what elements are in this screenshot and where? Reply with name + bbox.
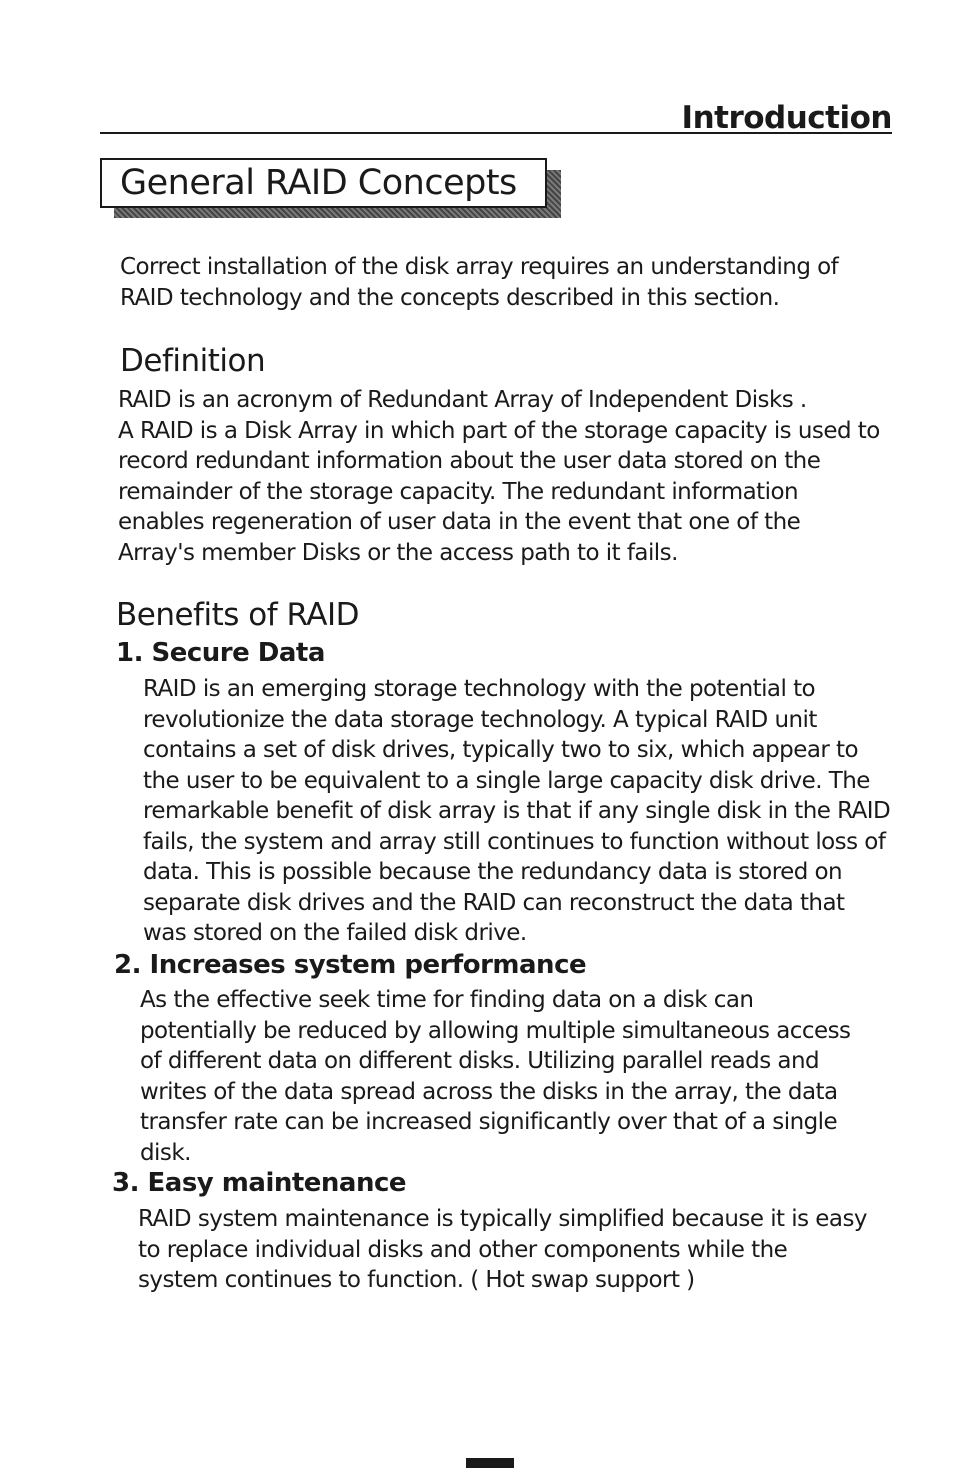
benefits-heading: Benefits of RAID (116, 597, 359, 633)
benefit-line: fails, the system and array still continues to function without loss of (143, 828, 886, 855)
benefit-line: RAID system maintenance is typically simplified because it is easy (138, 1206, 867, 1232)
benefit-line: system continues to function. ( Hot swap support ) (138, 1267, 695, 1293)
benefit-line: of different data on different disks. Utilizing parallel reads and (140, 1048, 820, 1074)
definition-line: A RAID is a Disk Array in which part of the storage capacity is used to (118, 417, 880, 444)
benefit-line: writes of the data spread across the disks in the array, the data (140, 1078, 838, 1105)
benefit-line: RAID is an emerging storage technology with the potential to (143, 676, 816, 702)
benefit-line: data. This is possible because the redundancy data is stored on (143, 859, 843, 885)
benefit-line: disk. (140, 1139, 191, 1166)
definition-line: RAID is an acronym of Redundant Array of Independent Disks . (118, 387, 807, 413)
page-title: General RAID Concepts (120, 163, 517, 203)
benefit-body-secure-data (143, 674, 890, 949)
definition-line: enables regeneration of user data in the event that one of the (118, 509, 801, 535)
benefit-line: potentially be reduced by allowing multiple simultaneous access (140, 1017, 851, 1044)
benefit-line: was stored on the failed disk drive. (143, 920, 527, 946)
title-box (100, 158, 547, 208)
benefit-line: As the effective seek time for finding data on a disk can (140, 987, 754, 1013)
benefit-body-maintenance (138, 1204, 867, 1296)
section-label: Introduction (681, 100, 892, 136)
benefit-line: remarkable benefit of disk array is that if any single disk in the RAID (143, 798, 891, 824)
definition-line: record redundant information about the user data stored on the (118, 448, 821, 474)
intro-line: Correct installation of the disk array requires an understanding of (120, 254, 839, 280)
definition-heading: Definition (120, 343, 266, 379)
benefit-title-secure-data: 1. Secure Data (116, 638, 325, 668)
benefit-title-performance: 2. Increases system performance (114, 950, 587, 980)
benefit-line: separate disk drives and the RAID can reconstruct the data that (143, 889, 845, 916)
benefit-line: transfer rate can be increased significantly over that of a single (140, 1109, 838, 1135)
header-rule (100, 132, 892, 134)
benefit-body-performance (140, 985, 850, 1168)
benefit-line: contains a set of disk drives, typically two to six, which appear to (143, 737, 859, 763)
benefit-line: to replace individual disks and other components while the (138, 1236, 788, 1263)
benefit-line: the user to be equivalent to a single large capacity disk drive. The (143, 767, 870, 794)
intro-line: RAID technology and the concepts described in this section. (120, 284, 780, 311)
intro-paragraph (120, 252, 838, 313)
page-number-tab (466, 1458, 514, 1468)
definition-paragraph (118, 385, 880, 568)
benefit-line: revolutionize the data storage technology. A typical RAID unit (143, 706, 817, 733)
definition-line: remainder of the storage capacity. The redundant information (118, 478, 799, 505)
definition-line: Array's member Disks or the access path to it fails. (118, 539, 678, 566)
benefit-title-maintenance: 3. Easy maintenance (112, 1168, 407, 1198)
